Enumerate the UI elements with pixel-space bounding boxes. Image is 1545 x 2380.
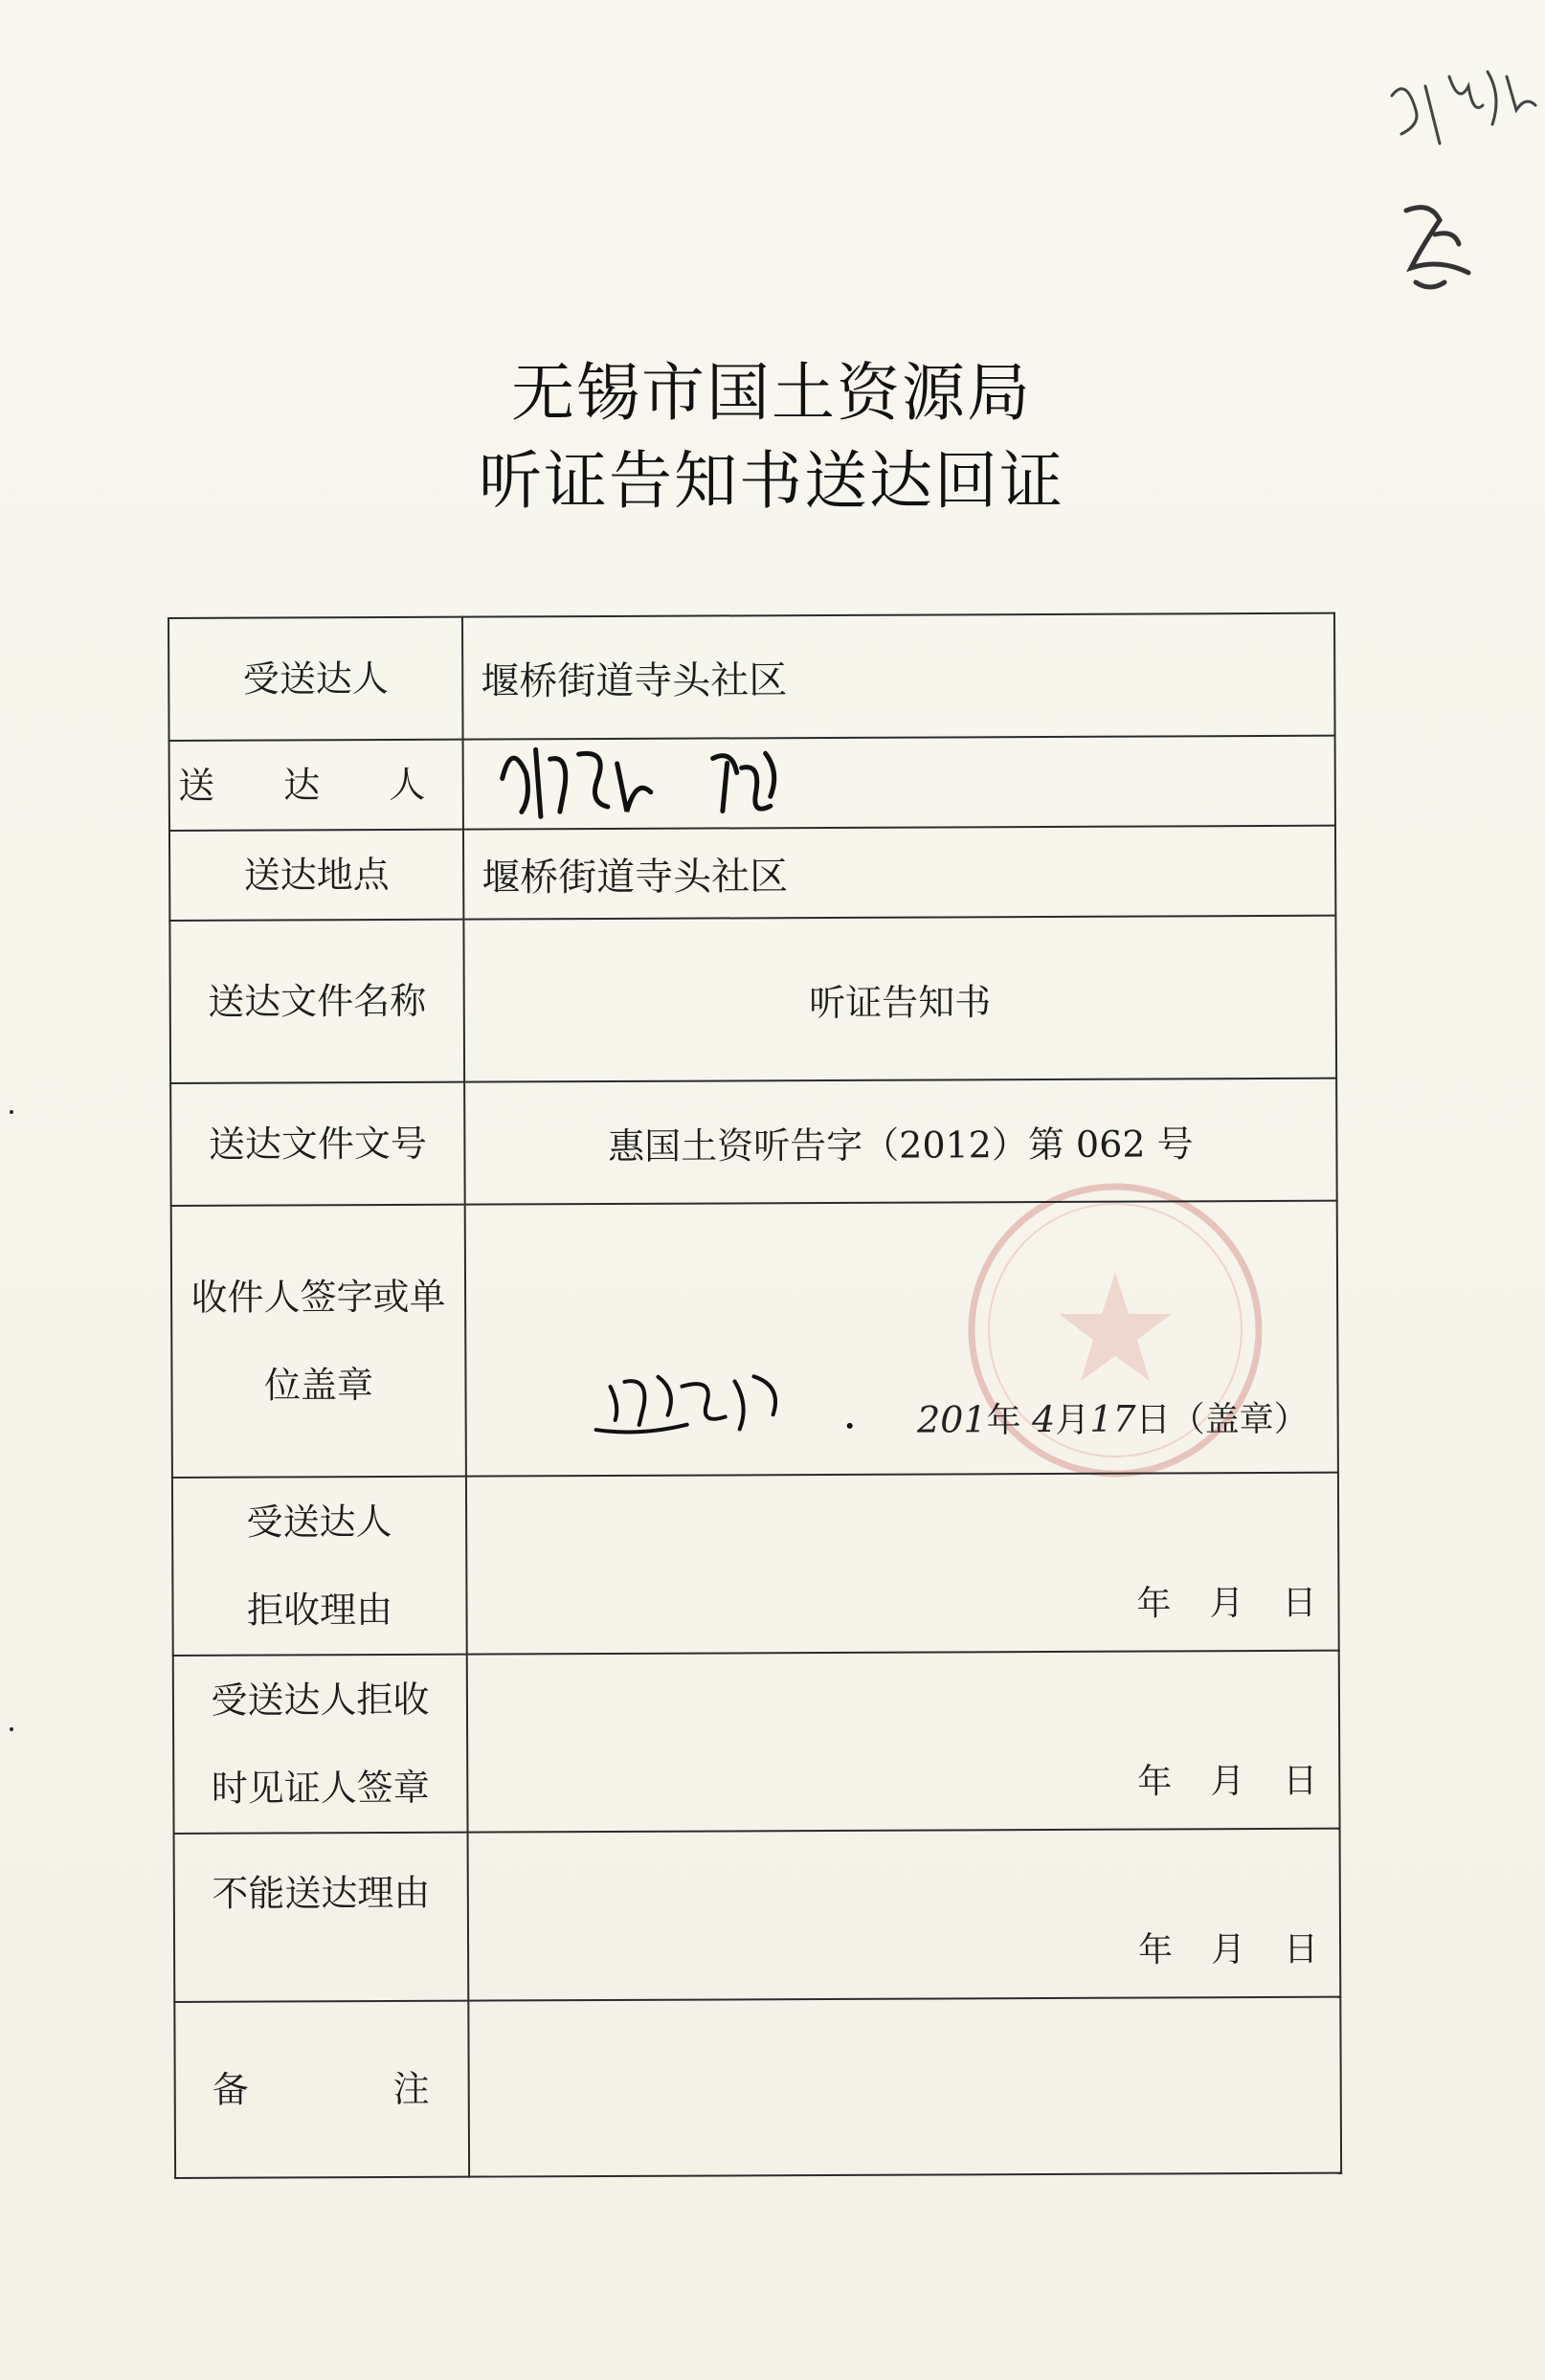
row-undeliverable <box>174 1829 1341 2002</box>
label-signature-line1: 收件人签字或单 <box>190 1275 446 1319</box>
label-signature-line2: 位盖章 <box>263 1364 374 1407</box>
title-line-1: 无锡市国土资源局 <box>511 356 1032 430</box>
row-deliverer <box>169 736 1335 831</box>
row-doc-number <box>170 1079 1337 1206</box>
row-refusal-reason <box>172 1473 1339 1656</box>
margin-mark-1 <box>10 1110 13 1114</box>
label-recipient: 受送达人 <box>168 617 463 741</box>
witness-date: 年 月 日 <box>1137 1761 1320 1802</box>
title-line-2: 听证告知书送达回证 <box>479 444 1064 518</box>
label-deliverer: 送 达 人 <box>169 740 463 831</box>
margin-mark-2 <box>10 1727 13 1731</box>
row-remarks <box>174 1997 1341 2178</box>
label-place: 送达地点 <box>169 830 463 921</box>
date-day-char: 日 <box>1135 1400 1171 1440</box>
label-witness-line2: 时见证人签章 <box>211 1766 430 1810</box>
label-refusal-line2: 拒收理由 <box>246 1588 393 1632</box>
label-remarks-right: 注 <box>392 2067 430 2110</box>
row-signature <box>171 1201 1338 1478</box>
value-recipient: 堰桥街道寺头社区 <box>462 613 1335 740</box>
date-day-handwritten: 17 <box>1089 1397 1136 1440</box>
label-refusal-reason <box>172 1477 467 1656</box>
value-doc-number: 惠国土资听告字（2012）第 062 号 <box>464 1079 1337 1205</box>
recipient-signature <box>581 1347 869 1463</box>
label-doc-name: 送达文件名称 <box>169 920 464 1083</box>
value-signature <box>465 1201 1338 1477</box>
value-refusal-reason <box>466 1473 1339 1655</box>
signature-date <box>917 1392 1309 1443</box>
label-remarks <box>174 2001 469 2178</box>
date-year-char: 年 <box>986 1401 1021 1441</box>
date-seal-suffix: （盖章） <box>1170 1399 1309 1440</box>
label-doc-number: 送达文件文号 <box>170 1082 465 1206</box>
date-year-handwritten: 201 <box>916 1398 987 1441</box>
value-deliverer-signature <box>463 736 1335 830</box>
label-refusal-line1: 受送达人 <box>246 1500 392 1544</box>
delivery-form-table <box>168 612 1342 2179</box>
label-undeliverable: 不能送达理由 <box>174 1833 469 2002</box>
label-remarks-left: 备 <box>212 2068 249 2111</box>
date-month-char: 月 <box>1055 1400 1090 1440</box>
corner-handwriting <box>1325 19 1545 306</box>
row-witness <box>173 1651 1340 1834</box>
row-recipient <box>168 613 1335 741</box>
label-witness <box>173 1655 468 1834</box>
row-place <box>169 826 1335 921</box>
refusal-date: 年 月 日 <box>1136 1583 1319 1624</box>
value-place: 堰桥街道寺头社区 <box>463 826 1335 920</box>
label-signature <box>171 1205 466 1478</box>
label-witness-line1: 受送达人拒收 <box>211 1678 430 1722</box>
value-undeliverable <box>468 1829 1341 2001</box>
date-month-handwritten: 4 <box>1031 1397 1056 1441</box>
value-doc-name: 听证告知书 <box>463 916 1336 1082</box>
undeliverable-date: 年 月 日 <box>1137 1929 1321 1970</box>
document-title <box>0 349 1545 525</box>
value-remarks <box>468 1997 1341 2177</box>
row-doc-name <box>169 916 1336 1083</box>
value-witness <box>467 1651 1340 1833</box>
